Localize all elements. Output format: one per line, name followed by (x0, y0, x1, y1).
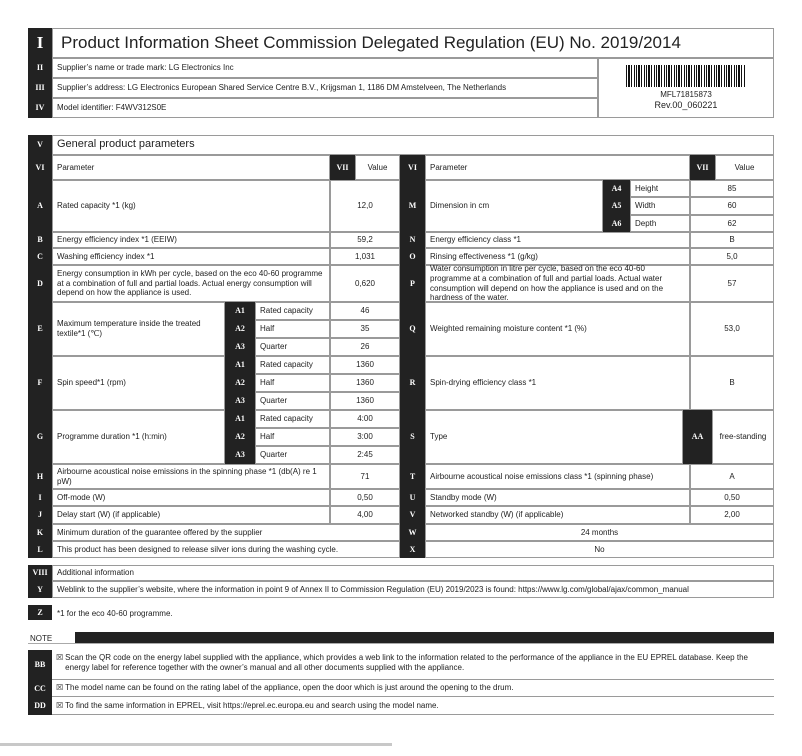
checkbox-icon: ☒ (56, 683, 64, 693)
row-code: D (28, 265, 52, 302)
sub-value: 2:45 (330, 446, 400, 464)
sub-value: 1360 (330, 356, 400, 374)
param-value: B (690, 356, 774, 410)
row-code: Z (28, 605, 52, 620)
param-value: B (690, 232, 774, 248)
param-label: Airbourne acoustical noise emissions class *1 (spinning phase) (425, 464, 690, 489)
row-code: E (28, 302, 52, 356)
note-item (52, 697, 774, 715)
page-edge (0, 743, 392, 746)
row-code: Q (400, 302, 425, 356)
row-code: L (28, 541, 52, 558)
param-label: Networked standby (W) (if applicable) (425, 506, 690, 524)
barcode-cell (598, 58, 774, 118)
sub-label: Depth (630, 215, 690, 232)
param-label: Type (425, 410, 683, 464)
sub-code: A3 (225, 392, 255, 410)
param-label: Rinsing effectiveness *1 (g/kg) (425, 248, 690, 265)
col-parameter: Parameter (425, 155, 690, 180)
row-code: G (28, 410, 52, 464)
sub-code: A1 (225, 410, 255, 428)
barcode-text: MFL71815873 (660, 90, 712, 100)
col-code: VI (28, 155, 52, 180)
row-code: IV (28, 98, 52, 118)
sub-code: A4 (603, 180, 630, 197)
row-code: P (400, 265, 425, 302)
col-vii: VII (330, 155, 355, 180)
param-value: 0,620 (330, 265, 400, 302)
col-value: Value (355, 155, 400, 180)
sub-value: 85 (690, 180, 774, 197)
note-text: To find the same information in EPREL, visit https://eprel.ec.europa.eu and search using the model name. (65, 700, 439, 710)
sub-label: Width (630, 197, 690, 215)
row-code: O (400, 248, 425, 265)
param-label: Energy consumption in kWh per cycle, based on the eco 40-60 programme at a combination of full and partial loads. Actual energy consumption will depend on how the appliance is used. (52, 265, 330, 302)
section-code: V (28, 135, 52, 155)
section-title: General product parameters (52, 135, 774, 155)
row-code: J (28, 506, 52, 524)
section-code: VIII (28, 565, 52, 581)
param-value: A (690, 464, 774, 489)
supplier-name: Supplier’s name or trade mark: LG Electronics Inc (52, 58, 598, 78)
sub-code: A3 (225, 446, 255, 464)
checkbox-icon: ☒ (56, 653, 64, 662)
param-label: Airbourne acoustical noise emissions in the spinning phase *1 (db(A) re 1 pW) (52, 464, 330, 489)
param-label: Programme duration *1 (h:min) (52, 410, 225, 464)
weblink-text: Weblink to the supplier’s website, where the information in point 9 of Annex II to Commission Regulation (EU) 2019/2023 is found: https://www.lg.com/global/ajax/common_manual (52, 581, 774, 598)
row-code: U (400, 489, 425, 506)
param-label: Washing efficiency index *1 (52, 248, 330, 265)
row-code: F (28, 356, 52, 410)
row-code: T (400, 464, 425, 489)
row-code: V (400, 506, 425, 524)
row-code: I (28, 489, 52, 506)
checkbox-icon: ☒ (56, 700, 64, 710)
sub-value: 1360 (330, 374, 400, 392)
sub-code: A5 (603, 197, 630, 215)
row-code: K (28, 524, 52, 541)
param-value: 0,50 (690, 489, 774, 506)
sub-label: Quarter (255, 446, 330, 464)
sub-code: A2 (225, 374, 255, 392)
col-parameter: Parameter (52, 155, 330, 180)
divider (28, 643, 774, 644)
sub-label: Half (255, 428, 330, 446)
row-code: X (400, 541, 425, 558)
sub-code: A1 (225, 356, 255, 374)
param-label: Dimension in cm (425, 180, 603, 232)
note-text: Scan the QR code on the energy label supplied with the appliance, which provides a web link to the information related to the performance of the appliance in the EU EPREL database. Keep the energy label for reference together with the owner’s manual and all other documents supplied with the appliance. (65, 653, 748, 672)
param-label: Minimum duration of the guarantee offered by the supplier (52, 524, 400, 541)
row-code: N (400, 232, 425, 248)
sub-value: 62 (690, 215, 774, 232)
sub-value: 1360 (330, 392, 400, 410)
row-code: W (400, 524, 425, 541)
param-label: Weighted remaining moisture content *1 (%) (425, 302, 690, 356)
row-code: M (400, 180, 425, 232)
sub-value: 60 (690, 197, 774, 215)
row-code: B (28, 232, 52, 248)
sub-value: 46 (330, 302, 400, 320)
note-item (52, 680, 774, 697)
sub-code: A2 (225, 428, 255, 446)
sub-code: AA (683, 410, 712, 464)
row-code: S (400, 410, 425, 464)
param-label: This product has been designed to release silver ions during the washing cycle. (52, 541, 400, 558)
sub-label: Quarter (255, 392, 330, 410)
param-label: Water consumption in litre per cycle, based on the eco 40-60 programme at a combination of full and partial loads. Actual water consumption will depend on how the appliance is used and on the hardness of the water. (425, 265, 690, 302)
note-label: NOTE (30, 634, 53, 643)
param-value: 71 (330, 464, 400, 489)
param-value: 53,0 (690, 302, 774, 356)
param-label: Delay start (W) (if applicable) (52, 506, 330, 524)
param-label: Standby mode (W) (425, 489, 690, 506)
sub-code: A3 (225, 338, 255, 356)
note-bar (75, 632, 774, 643)
param-value: 57 (690, 265, 774, 302)
col-value: Value (715, 155, 774, 180)
row-code: A (28, 180, 52, 232)
page-title: Product Information Sheet Commission Delegated Regulation (EU) No. 2019/2014 (52, 28, 774, 58)
footnote: *1 for the eco 40-60 programme. (57, 609, 173, 618)
param-label: Off-mode (W) (52, 489, 330, 506)
param-value: 59,2 (330, 232, 400, 248)
sub-value: 4:00 (330, 410, 400, 428)
param-value: 2,00 (690, 506, 774, 524)
sub-label: Quarter (255, 338, 330, 356)
note-code: DD (28, 697, 52, 715)
param-label: Energy efficiency class *1 (425, 232, 690, 248)
note-item (52, 650, 774, 680)
param-label: Spin speed*1 (rpm) (52, 356, 225, 410)
note-code: CC (28, 680, 52, 697)
param-value: No (425, 541, 774, 558)
section-code: I (28, 28, 52, 58)
param-label: Energy efficiency index *1 (EEIW) (52, 232, 330, 248)
note-code: BB (28, 650, 52, 680)
sub-label: Half (255, 320, 330, 338)
row-code: H (28, 464, 52, 489)
row-code: II (28, 58, 52, 78)
param-value: free-standing (712, 410, 774, 464)
model-identifier: Model identifier: F4WV312S0E (52, 98, 598, 118)
sub-label: Rated capacity (255, 356, 330, 374)
sub-label: Rated capacity (255, 410, 330, 428)
sub-value: 3:00 (330, 428, 400, 446)
sub-code: A2 (225, 320, 255, 338)
sub-value: 35 (330, 320, 400, 338)
row-code: C (28, 248, 52, 265)
param-value: 5,0 (690, 248, 774, 265)
param-label: Spin-drying efficiency class *1 (425, 356, 690, 410)
sub-code: A6 (603, 215, 630, 232)
row-code: R (400, 356, 425, 410)
sub-value: 26 (330, 338, 400, 356)
note-text: The model name can be found on the rating label of the appliance, open the door which is just around the opening to the drum. (65, 683, 514, 693)
revision: Rev.00_060221 (654, 99, 718, 110)
sub-label: Rated capacity (255, 302, 330, 320)
section-title: Additional information (52, 565, 774, 581)
sub-label: Half (255, 374, 330, 392)
row-code: Y (28, 581, 52, 598)
row-code: III (28, 78, 52, 98)
param-value: 12,0 (330, 180, 400, 232)
col-code: VI (400, 155, 425, 180)
sub-label: Height (630, 180, 690, 197)
param-value: 4,00 (330, 506, 400, 524)
barcode-icon (626, 65, 746, 87)
sub-code: A1 (225, 302, 255, 320)
param-value: 1,031 (330, 248, 400, 265)
param-value: 24 months (425, 524, 774, 541)
col-vii: VII (690, 155, 715, 180)
param-label: Maximum temperature inside the treated textile*1 (℃) (52, 302, 225, 356)
param-value: 0,50 (330, 489, 400, 506)
param-label: Rated capacity *1 (kg) (52, 180, 330, 232)
supplier-address: Supplier’s address: LG Electronics European Shared Service Centre B.V., Krijgsman 1, 1186 DM Amstelveen, The Netherlands (52, 78, 598, 98)
